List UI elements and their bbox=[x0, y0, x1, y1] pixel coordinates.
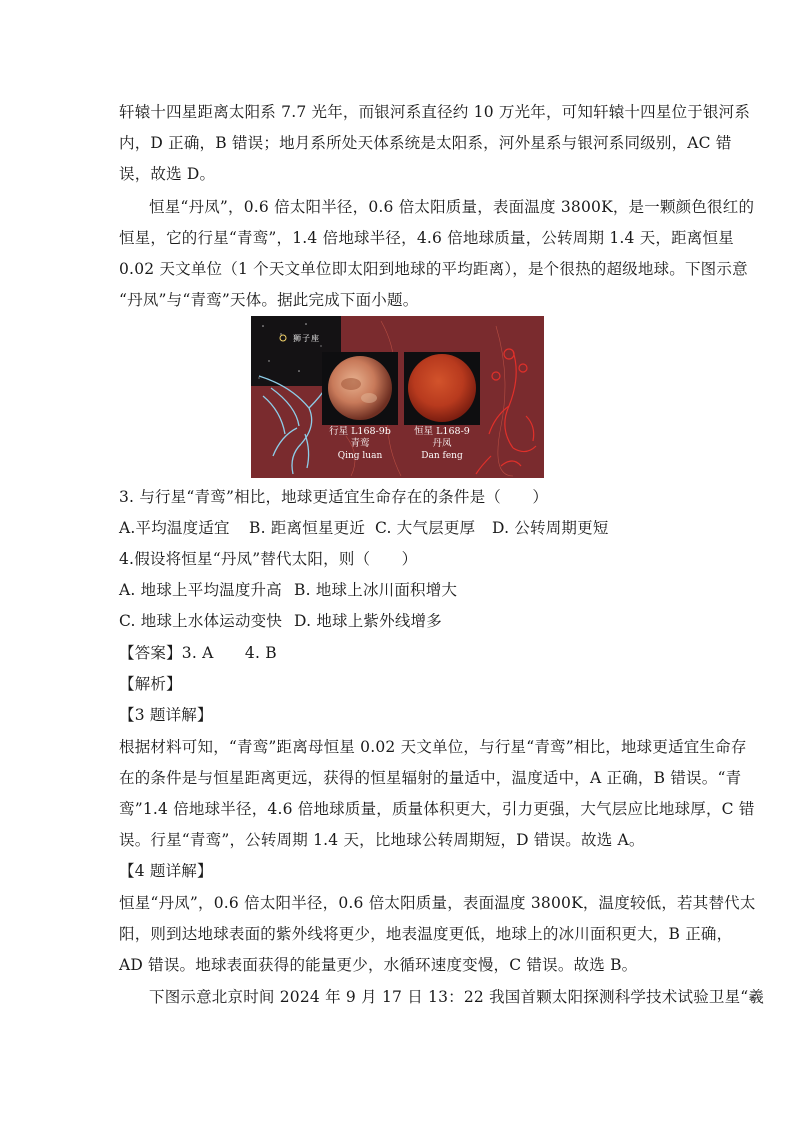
question-3-option-b: B. 距离恒星更近 bbox=[249, 519, 366, 537]
analysis-line: 误。行星“青鸾”，公转周期 1.4 天，比地球公转周期短，D 错误。故选 A。 bbox=[119, 831, 645, 849]
question-4-option-a: A. 地球上平均温度升高 bbox=[119, 581, 282, 599]
dan-feng-qing-luan-figure bbox=[251, 316, 544, 478]
planet-name-cn: 青鸾 bbox=[350, 438, 370, 449]
question-4-options-row-2 bbox=[119, 611, 442, 631]
question-4-options-row-1 bbox=[119, 580, 457, 600]
question-4-analysis-heading: 【4 题详解】 bbox=[119, 862, 213, 880]
question-3-analysis-heading: 【3 题详解】 bbox=[119, 706, 213, 724]
paragraph-line: 轩辕十四星距离太阳系 7.7 光年，而银河系直径约 10 万光年，可知轩辕十四星位于银河系 bbox=[119, 103, 751, 121]
constellation-label: 狮子座 bbox=[293, 334, 320, 343]
planet-name-pinyin: Qing luan bbox=[337, 451, 383, 461]
star-name-cn: 丹凤 bbox=[432, 438, 452, 449]
analysis-line: 在的条件是与恒星距离更远，获得的恒星辐射的量适中，温度适中，A 正确，B 错误。“青 bbox=[119, 769, 742, 787]
paragraph-line: 误，故选 D。 bbox=[119, 165, 216, 183]
analysis-line: 鸾”1.4 倍地球半径，4.6 倍地球质量，质量体积更大，引力更强，大气层应比地球厚，C 错 bbox=[119, 800, 755, 818]
next-paragraph-line: 下图示意北京时间 2024 年 9 月 17 日 13：22 我国首颗太阳探测科学技术试验卫星“羲 bbox=[149, 988, 765, 1006]
paragraph-line: 恒星，它的行星“青鸾”，1.4 倍地球半径，4.6 倍地球质量，公转周期 1.4 天，距离恒星 bbox=[119, 229, 734, 247]
question-3-options bbox=[119, 518, 609, 538]
question-4-option-c: C. 地球上水体运动变快 bbox=[119, 612, 283, 630]
star-label: 恒星 L168-9 bbox=[414, 426, 470, 437]
question-4-option-d: D. 地球上紫外线增多 bbox=[294, 612, 442, 630]
planet-label: 行星 L168-9b bbox=[329, 426, 391, 437]
paragraph-line: 0.02 天文单位（1 个天文单位即太阳到地球的平均距离），是个很热的超级地球。下图示意 bbox=[119, 260, 748, 278]
question-4-option-b: B. 地球上冰川面积增大 bbox=[294, 581, 458, 599]
analysis-line: 恒星“丹凤”，0.6 倍太阳半径，0.6 倍太阳质量，表面温度 3800K，温度较低，若其替代太 bbox=[119, 894, 756, 912]
question-3-option-c: C. 大气层更厚 bbox=[375, 519, 476, 537]
analysis-line: 根据材料可知，“青鸾”距离母恒星 0.02 天文单位，与行星“青鸾”相比，地球更适宜生命存 bbox=[119, 738, 747, 756]
star-name-pinyin: Dan feng bbox=[421, 451, 463, 461]
question-4-stem: 4.假设将恒星“丹凤”替代太阳，则（ ） bbox=[119, 550, 418, 568]
paragraph-line: “丹凤”与“青鸾”天体。据此完成下面小题。 bbox=[119, 291, 419, 309]
analysis-line: 阳，则到达地球表面的紫外线将更少，地表温度更低，地球上的冰川面积更大，B 正确， bbox=[119, 925, 733, 943]
paragraph-line: 恒星“丹凤”，0.6 倍太阳半径，0.6 倍太阳质量，表面温度 3800K，是一颗颜色很红的 bbox=[149, 198, 755, 216]
question-3-stem: 3. 与行星“青鸾”相比，地球更适宜生命存在的条件是（ ） bbox=[119, 488, 549, 506]
question-3-option-a: A.平均温度适宜 bbox=[119, 519, 230, 537]
answer-line: 【答案】3. A 4. B bbox=[119, 644, 277, 662]
analysis-heading: 【解析】 bbox=[119, 675, 182, 693]
paragraph-line: 内，D 正确，B 错误；地月系所处天体系统是太阳系，河外星系与银河系同级别，AC 错 bbox=[119, 134, 732, 152]
planet-caption bbox=[322, 426, 398, 462]
question-3-option-d: D. 公转周期更短 bbox=[492, 519, 609, 537]
analysis-line: AD 错误。地球表面获得的能量更少，水循环速度变慢，C 错误。故选 B。 bbox=[119, 956, 638, 974]
star-caption bbox=[404, 426, 480, 462]
